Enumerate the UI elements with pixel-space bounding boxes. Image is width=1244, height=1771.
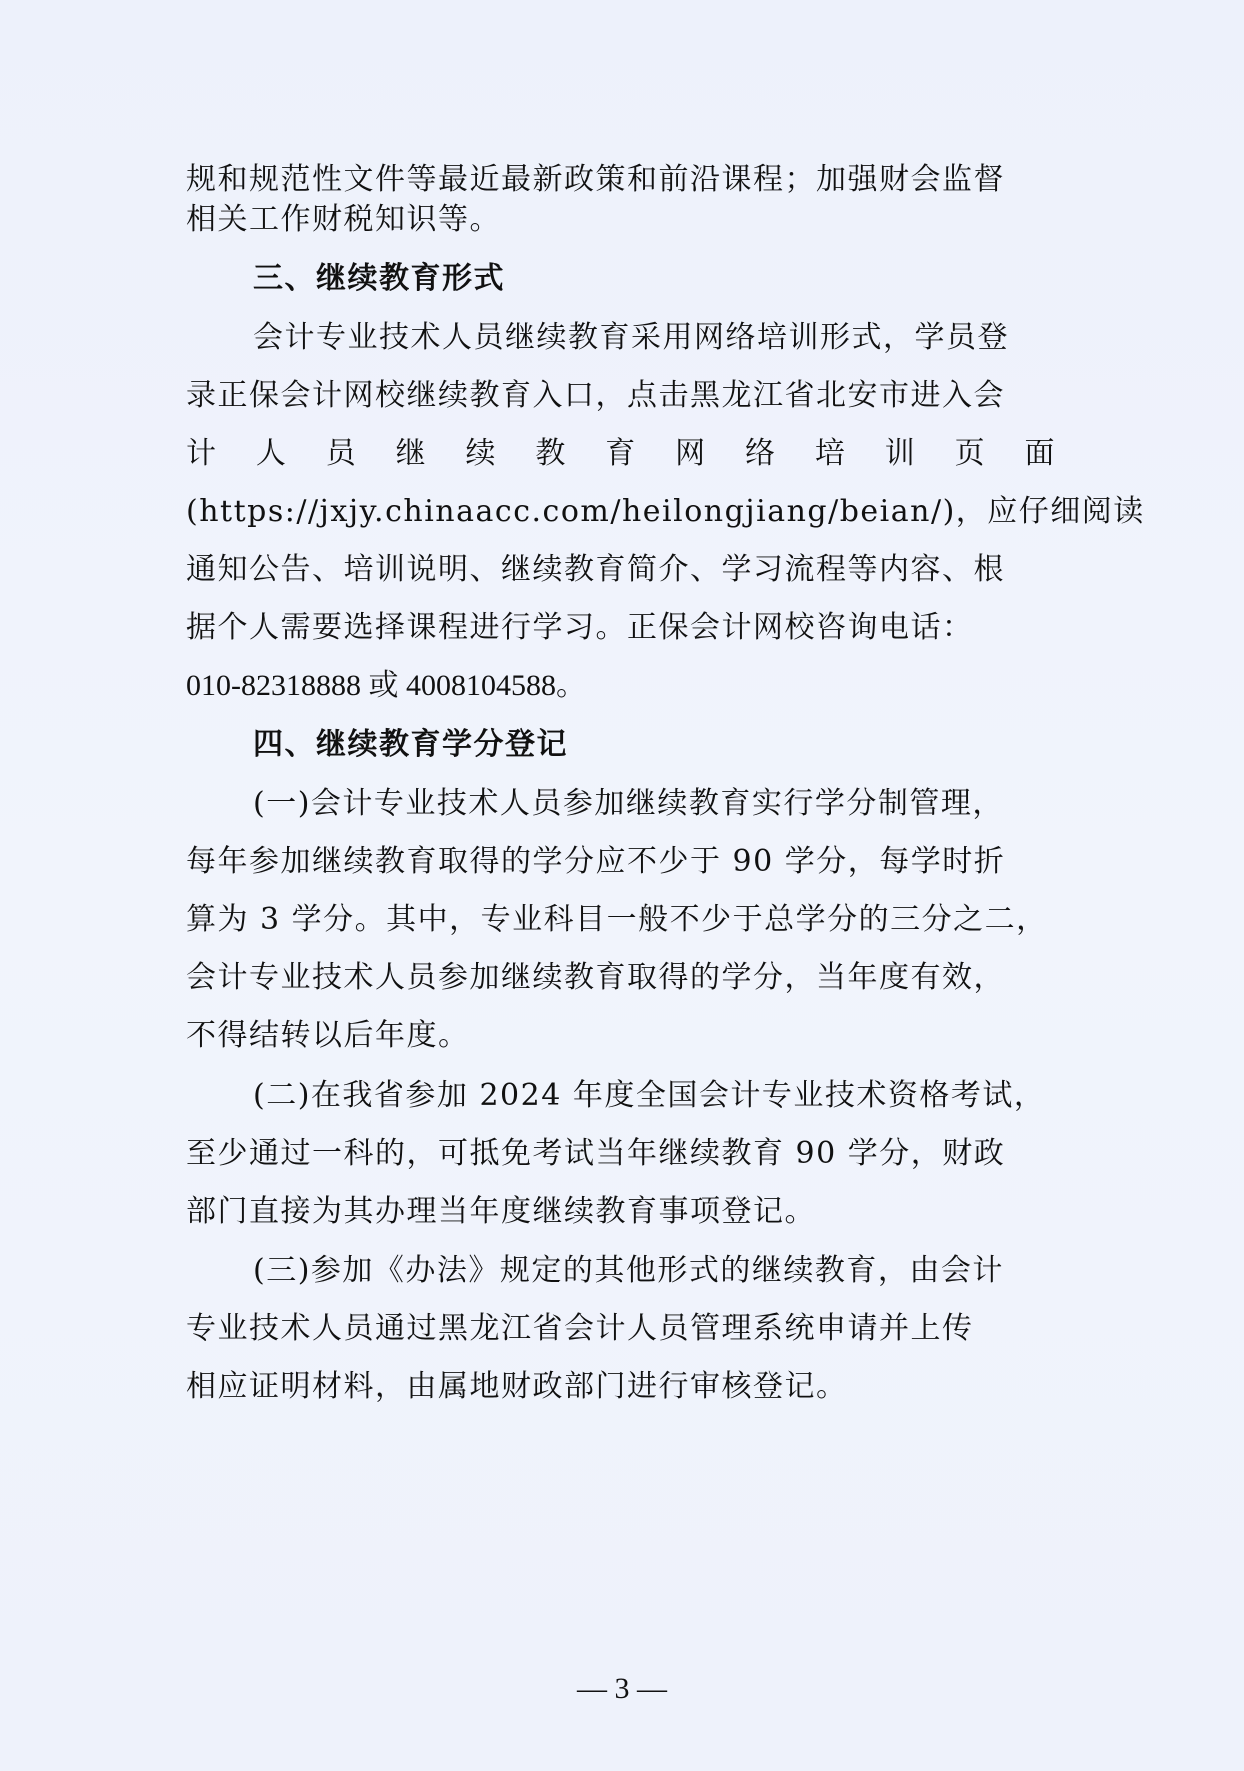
body-text-line: 算为 3 学分。其中，专业科目一般不少于总学分的三分之二，	[186, 902, 1048, 937]
body-text-line: 录正保会计网校继续教育入口，点击黑龙江省北安市进入会	[186, 378, 1005, 413]
body-text-line: 专业技术人员通过黑龙江省会计人员管理系统申请并上传	[186, 1311, 974, 1346]
page-number: — 3 —	[577, 1672, 667, 1705]
body-text-line: (二)在我省参加 2024 年度全国会计专业技术资格考试，	[253, 1078, 1046, 1113]
body-text-line: 至少通过一科的，可抵免考试当年继续教育 90 学分，财政	[186, 1136, 1006, 1171]
phone-numbers-line: 010-82318888 或 4008104588。	[186, 669, 586, 702]
body-text-line: (一)会计专业技术人员参加继续教育实行学分制管理，	[253, 786, 1004, 821]
body-text-line: 会计专业技术人员参加继续教育取得的学分，当年度有效，	[186, 960, 1005, 995]
section-heading-3: 三、继续教育形式	[253, 261, 505, 296]
section-heading-4: 四、继续教育学分登记	[253, 727, 568, 762]
body-text-line: 通知公告、培训说明、继续教育简介、学习流程等内容、根	[186, 552, 1005, 587]
body-text-line: 会计专业技术人员继续教育采用网络培训形式，学员登	[253, 320, 1009, 355]
body-text-line-spaced: 计 人 员 继 续 教 育 网 络 培 训 页 面	[186, 436, 1056, 471]
body-text-line: (三)参加《办法》规定的其他形式的继续教育，由会计	[253, 1253, 1004, 1288]
body-text-line: 不得结转以后年度。	[186, 1018, 470, 1053]
body-text-line: 每年参加继续教育取得的学分应不少于 90 学分，每学时折	[186, 844, 1006, 879]
url-text-line: (https://jxjy.chinaacc.com/heilongjiang/beian/)，应仔细阅读	[186, 494, 1145, 529]
body-text-line: 相关工作财税知识等。	[186, 202, 501, 237]
body-text-line: 规和规范性文件等最近最新政策和前沿课程；加强财会监督	[186, 162, 1005, 197]
body-text-line: 部门直接为其办理当年度继续教育事项登记。	[186, 1194, 816, 1229]
body-text-line: 据个人需要选择课程进行学习。正保会计网校咨询电话：	[186, 610, 974, 645]
body-text-line: 相应证明材料，由属地财政部门进行审核登记。	[186, 1369, 848, 1404]
